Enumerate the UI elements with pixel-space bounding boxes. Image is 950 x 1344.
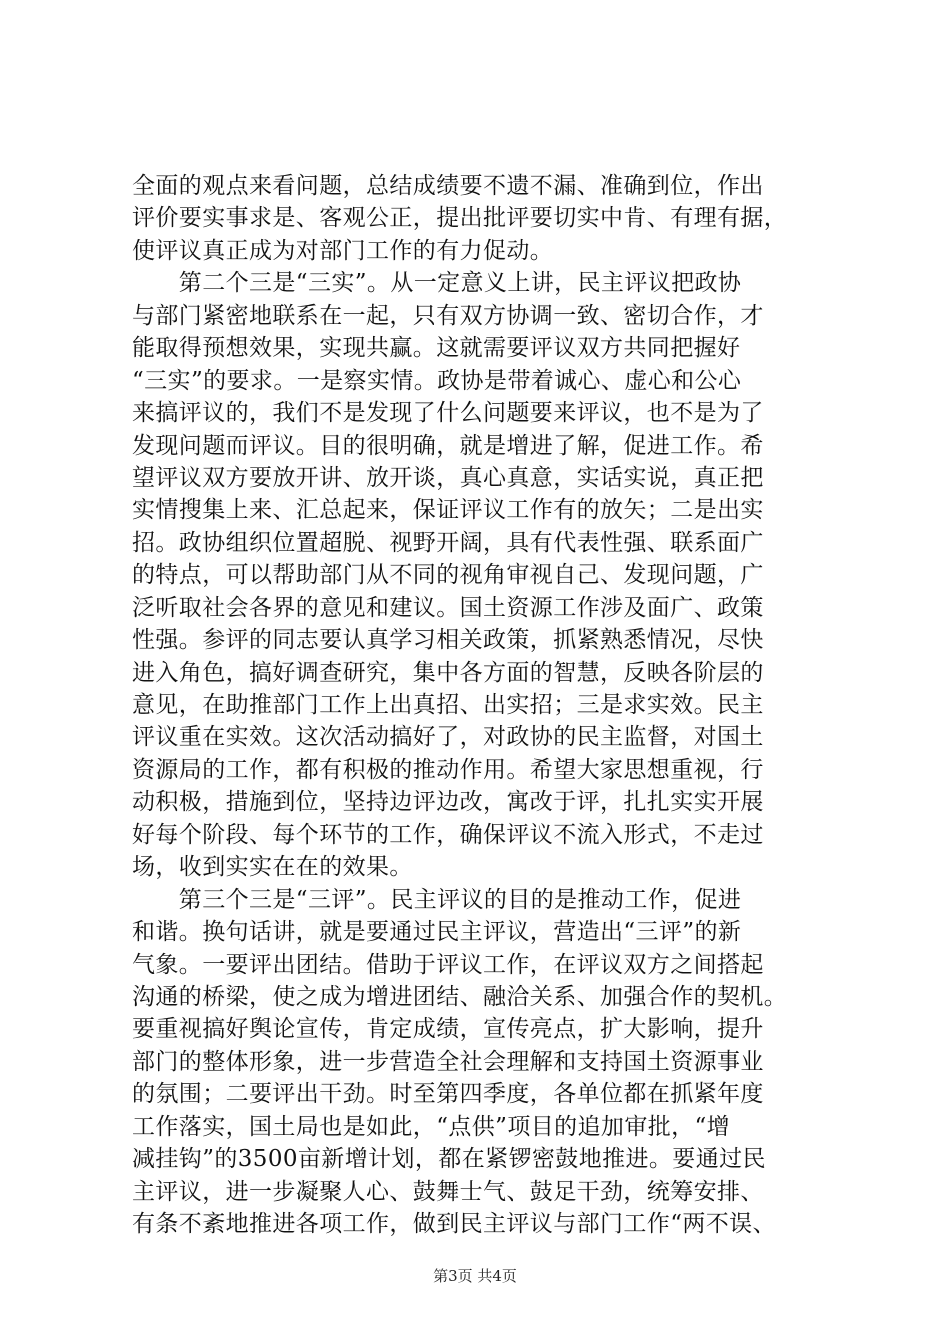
text-line: 全面的观点来看问题，总结成绩要不遗不漏、准确到位，作出 <box>132 173 764 199</box>
text-line: 与部门紧密地联系在一起，只有双方协调一致、密切合作，才 <box>132 302 764 329</box>
text-line: 主评议，进一步凝聚人心、鼓舞士气、鼓足干劲，统筹安排、 <box>132 1178 764 1205</box>
text-line: 有条不紊地推进各项工作，做到民主评议与部门工作“两不误、 <box>132 1211 776 1237</box>
text-line: 工作落实，国土局也是如此，“点供”项目的追加审批，“增 <box>132 1113 731 1140</box>
page-footer: 第3页 共4页 <box>433 1267 517 1285</box>
text-line: 第二个三是“三实”。从一定意义上讲，民主评议把政协 <box>132 270 742 297</box>
text-line: 招。政协组织位置超脱、视野开阔，具有代表性强、联系面广 <box>132 529 764 556</box>
text-line: 场，收到实实在在的效果。 <box>132 854 413 881</box>
text-line: 动积极，措施到位，坚持边评边改，寓改于评，扎扎实实开展 <box>132 789 764 816</box>
text-line: 要重视搞好舆论宣传，肯定成绩，宣传亮点，扩大影响，提升 <box>132 1016 764 1043</box>
text-line: 性强。参评的同志要认真学习相关政策，抓紧熟悉情况，尽快 <box>132 627 764 654</box>
text-line: 使评议真正成为对部门工作的有力促动。 <box>132 237 554 264</box>
text-line: 和谐。换句话讲，就是要通过民主评议，营造出“三评”的新 <box>132 919 742 946</box>
text-line: 好每个阶段、每个环节的工作，确保评议不流入形式，不走过 <box>132 821 764 848</box>
text-line: 进入角色，搞好调查研究，集中各方面的智慧，反映各阶层的 <box>132 659 764 686</box>
text-line: 的氛围；二要评出干劲。时至第四季度，各单位都在抓紧年度 <box>132 1081 764 1108</box>
text-line: 望评议双方要放开讲、放开谈，真心真意，实话实说，真正把 <box>132 464 764 491</box>
text-line: 来搞评议的，我们不是发现了什么问题要来评议，也不是为了 <box>132 400 764 427</box>
text-line: 气象。一要评出团结。借助于评议工作，在评议双方之间搭起 <box>132 951 764 978</box>
text-line: 第三个三是“三评”。民主评议的目的是推动工作，促进 <box>132 886 742 913</box>
text-line: 评议重在实效。这次活动搞好了，对政协的民主监督，对国土 <box>132 724 764 751</box>
body-text <box>132 170 822 1240</box>
text-line: “三实”的要求。一是察实情。政协是带着诚心、虚心和公心 <box>132 367 742 394</box>
text-line: 泛听取社会各界的意见和建议。国土资源工作涉及面广、政策 <box>132 594 764 621</box>
text-line: 沟通的桥梁，使之成为增进团结、融洽关系、加强合作的契机。 <box>132 983 788 1010</box>
text-line: 减挂钩”的3500亩新增计划，都在紧锣密鼓地推进。要通过民 <box>132 1146 766 1173</box>
text-line: 的特点，可以帮助部门从不同的视角审视自己、发现问题，广 <box>132 562 764 589</box>
text-line: 意见，在助推部门工作上出真招、出实招；三是求实效。民主 <box>132 692 764 718</box>
text-line: 部门的整体形象，进一步营造全社会理解和支持国土资源事业 <box>132 1048 764 1075</box>
text-line: 发现问题而评议。目的很明确，就是增进了解，促进工作。希 <box>132 432 764 459</box>
text-line: 评价要实事求是、客观公正，提出批评要切实中肯、有理有据， <box>132 205 788 232</box>
text-line: 资源局的工作，都有积极的推动作用。希望大家思想重视，行 <box>132 756 764 783</box>
text-line: 能取得预想效果，实现共赢。这就需要评议双方共同把握好 <box>132 335 741 362</box>
text-line: 实情搜集上来、汇总起来，保证评议工作有的放矢；二是出实 <box>132 497 764 524</box>
